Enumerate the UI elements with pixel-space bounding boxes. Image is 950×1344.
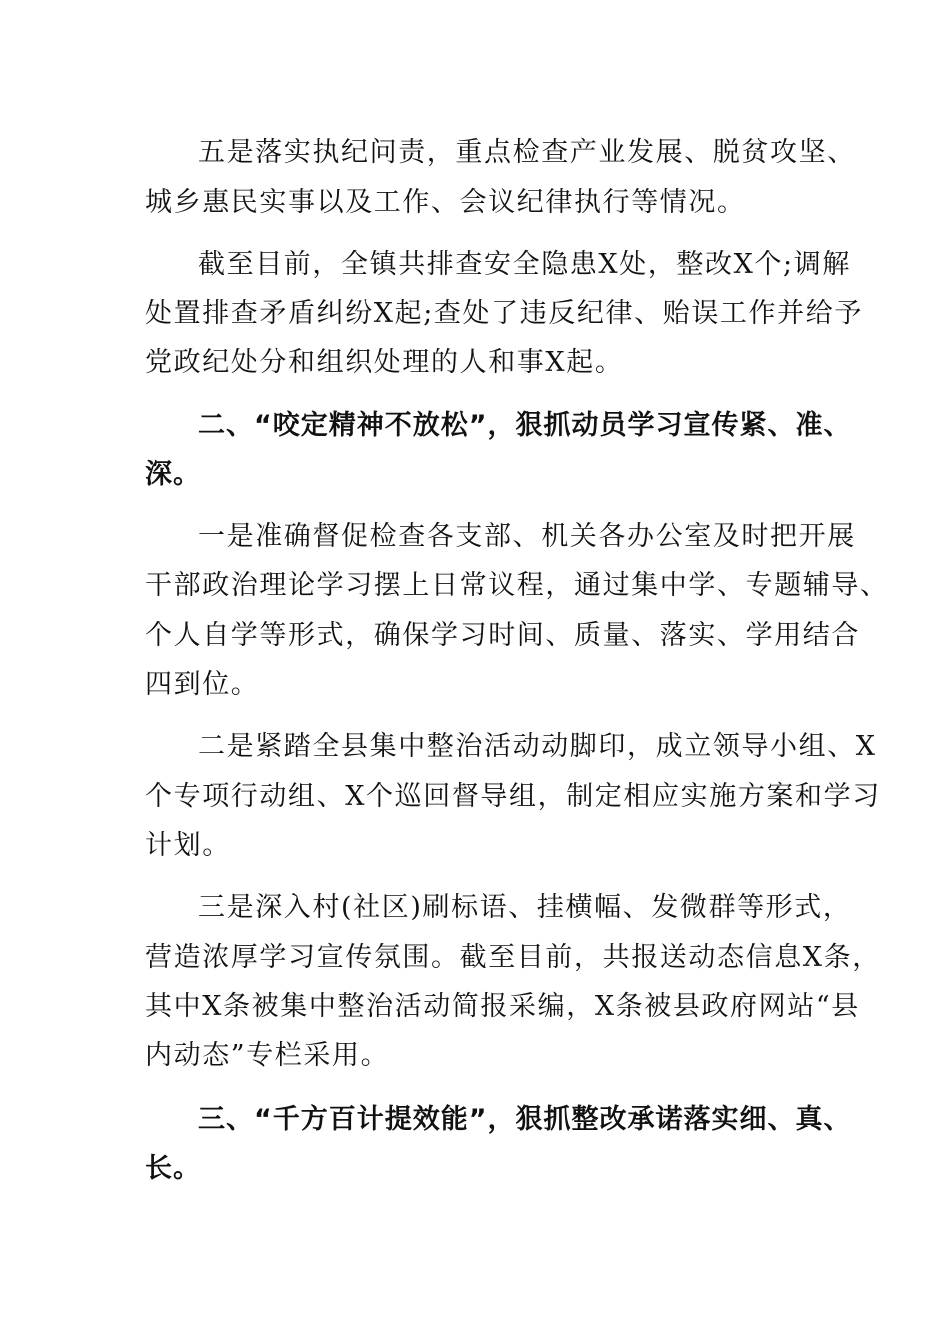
- section-heading-3-line-1: 三、“千方百计提效能”，狠抓整改承诺落实细、真、: [198, 1104, 852, 1135]
- section-heading-3-line-2: 长。: [145, 1153, 201, 1184]
- paragraph-5-line-1: 二是紧踏全县集中整治活动动脚印，成立领导小组、X: [198, 731, 877, 762]
- paragraph-2-line-3: 党政纪处分和组织处理的人和事X起。: [145, 347, 624, 378]
- paragraph-5-line-2: 个专项行动组、X个巡回督导组，制定相应实施方案和学习: [145, 781, 881, 812]
- paragraph-4-line-2: 干部政治理论学习摆上日常议程，通过集中学、专题辅导、: [145, 570, 889, 601]
- paragraph-6-line-3: 其中X条被集中整治活动简报采编，X条被县政府网站“县: [145, 991, 860, 1022]
- paragraph-2-line-2: 处置排查矛盾纠纷X起;查处了违反纪律、贻误工作并给予: [145, 298, 863, 329]
- paragraph-5-line-3: 计划。: [145, 830, 231, 861]
- paragraph-1-line-2: 城乡惠民实事以及工作、会议纪律执行等情况。: [145, 187, 746, 218]
- paragraph-6-line-4: 内动态”专栏采用。: [145, 1040, 390, 1071]
- section-heading-2-line-1: 二、“咬定精神不放松”，狠抓动员学习宣传紧、准、: [198, 410, 852, 441]
- paragraph-4-line-4: 四到位。: [145, 669, 260, 700]
- paragraph-1-line-1: 五是落实执纪问责，重点检查产业发展、脱贫攻坚、: [198, 137, 856, 168]
- paragraph-4-line-1: 一是准确督促检查各支部、机关各办公室及时把开展: [198, 521, 856, 552]
- paragraph-6-line-2: 营造浓厚学习宣传氛围。截至目前，共报送动态信息X条，: [145, 942, 881, 973]
- paragraph-6-line-1: 三是深入村(社区)刷标语、挂横幅、发微群等形式，: [198, 892, 852, 923]
- paragraph-2-line-1: 截至目前，全镇共排查安全隐患X处，整改X个;调解: [198, 249, 851, 280]
- section-heading-2-line-2: 深。: [145, 459, 201, 490]
- paragraph-4-line-3: 个人自学等形式，确保学习时间、质量、落实、学用结合: [145, 620, 860, 651]
